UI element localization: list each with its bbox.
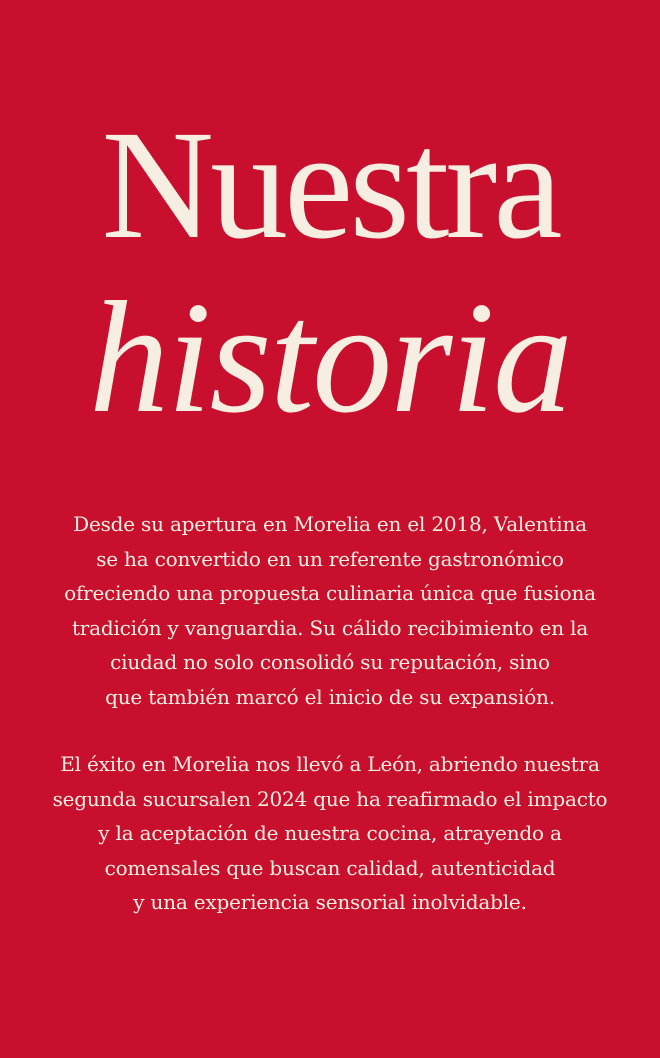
paragraph-line: y una experiencia sensorial inolvidable. — [133, 890, 527, 914]
paragraph-opening — [30, 507, 630, 714]
paragraph-line: comensales que buscan calidad, autenticidad — [104, 855, 556, 880]
paragraph-line: ciudad no solo consolidó su reputación, sino — [110, 650, 550, 674]
heading-line-historia: historia — [89, 268, 571, 446]
paragraph-line: que también marcó el inicio de su expansión. — [105, 684, 555, 709]
paragraph-line: ofreciendo una propuesta culinaria única que fusiona — [64, 581, 596, 605]
paragraph-expansion — [30, 747, 630, 920]
paragraph-line: Desde su apertura en Morelia en el 2018, Valentina — [73, 512, 587, 536]
paragraph-line: se ha convertido en un referente gastronómico — [96, 546, 564, 571]
paragraph-line: y la aceptación de nuestra cocina, atrayendo a — [98, 821, 562, 845]
heading-line-nuestra: Nuestra — [101, 98, 559, 271]
paragraph-line: tradición y vanguardia. Su cálido recibimiento en la — [71, 615, 589, 640]
paragraph-line: segunda sucursalen 2024 que ha reafirmado el impacto — [52, 786, 608, 811]
paragraph-line: El éxito en Morelia nos llevó a León, abriendo nuestra — [60, 752, 600, 776]
